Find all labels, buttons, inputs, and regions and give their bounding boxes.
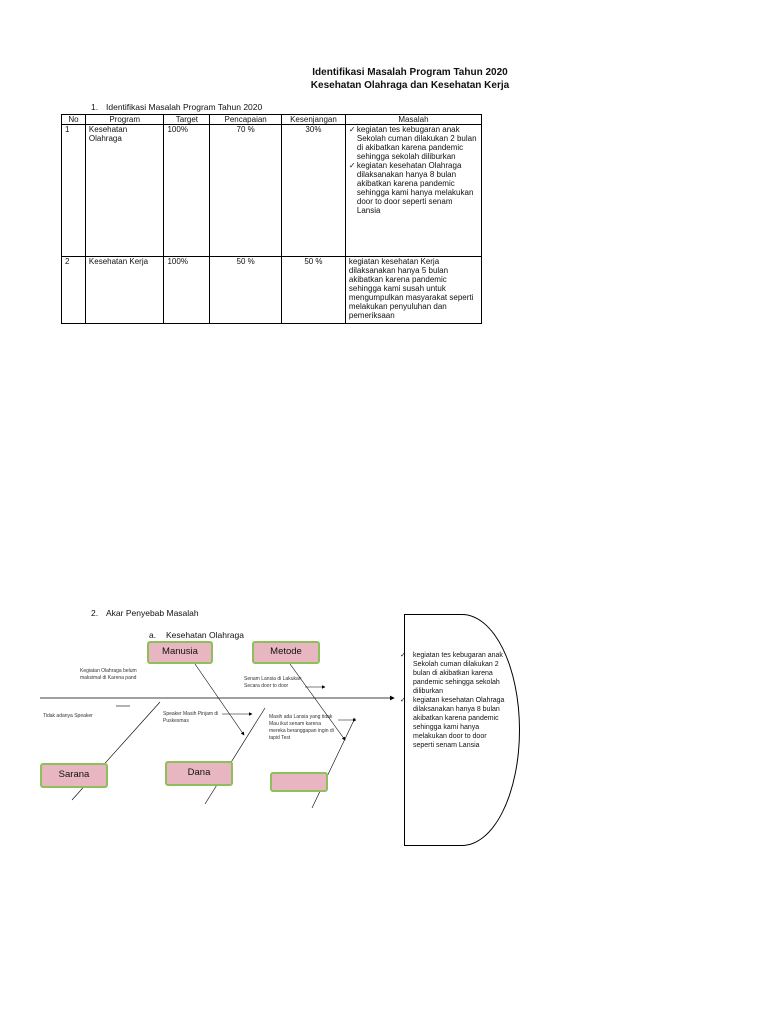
- col-header-pencapaian: Pencapaian: [210, 115, 282, 125]
- cell-kesenjangan: 50 %: [282, 257, 346, 324]
- col-header-target: Target: [164, 115, 210, 125]
- problem-item: [400, 696, 508, 750]
- subsection-number: a.: [149, 630, 157, 640]
- section-1-number: 1.: [91, 102, 99, 112]
- problem-text: kegiatan tes kebugaran anak Sekolah cuman dilakukan 2 bulan di akibatkan karena pandemic sehingga sekolah diliburkan: [413, 652, 503, 695]
- category-dana: Dana: [165, 761, 233, 786]
- category-manusia: Manusia: [147, 641, 213, 664]
- masalah-text: kegiatan kesehatan Olahraga dilaksanakan hanya 8 bulan akibatkan karena pandemic sehingga kami hanya melakukan door to door seperti senam Lansia: [356, 161, 474, 215]
- category-lingkungan: [270, 772, 328, 792]
- check-icon: ✓: [348, 125, 356, 134]
- cell-pencapaian: 50 %: [210, 257, 282, 324]
- problem-statement: [400, 651, 508, 750]
- cause-note: Masih ada Lansia yang tidak Mau ikut senam karena mereka beranggapan ingin di tapid Test: [269, 714, 334, 741]
- cell-pencapaian: 70 %: [210, 125, 282, 257]
- problem-item: [400, 651, 508, 696]
- subsection-heading: Kesehatan Olahraga: [166, 630, 244, 640]
- check-icon: ✓: [400, 697, 406, 704]
- col-header-program: Program: [85, 115, 164, 125]
- col-header-no: No: [62, 115, 86, 125]
- cell-target: 100%: [164, 125, 210, 257]
- cell-target: 100%: [164, 257, 210, 324]
- col-header-kesenjangan: Kesenjangan: [282, 115, 346, 125]
- cell-kesenjangan: 30%: [282, 125, 346, 257]
- cause-note: Kegiatan Olahraga belum maksimal di Karena pand: [80, 668, 137, 681]
- problem-text: kegiatan kesehatan Olahraga dilaksanakan hanya 8 bulan akibatkan karena pandemic sehingga kami hanya melakukan door to door seperti senam Lansia: [413, 697, 505, 749]
- page-title: Identifikasi Masalah Program Tahun 2020: [312, 67, 508, 78]
- masalah-text: kegiatan tes kebugaran anak Sekolah cuman dilakukan 2 bulan di akibatkan karena pandemic sehingga sekolah diliburkan: [356, 125, 477, 161]
- cell-no: 2: [62, 257, 86, 324]
- section-2-number: 2.: [91, 608, 99, 618]
- col-header-masalah: Masalah: [345, 115, 481, 125]
- check-icon: ✓: [400, 652, 406, 659]
- cell-masalah: kegiatan kesehatan Kerja dilaksanakan hanya 5 bulan akibatkan karena pandemic sehingga kami susah untuk mengumpulkan masyarakat seperti melakukan penyuluhan dan pemeriksaan: [345, 257, 481, 324]
- category-metode: Metode: [252, 641, 320, 664]
- page-subtitle: Kesehatan Olahraga dan Kesehatan Kerja: [310, 80, 510, 91]
- category-sarana: Sarana: [40, 763, 108, 788]
- cause-note: Speaker Masih Pinjam di Puskesmas: [163, 711, 219, 724]
- cell-no: 1: [62, 125, 86, 257]
- section-1-heading: Identifikasi Masalah Program Tahun 2020: [106, 102, 263, 112]
- cell-program: Kesehatan Kerja: [85, 257, 164, 324]
- check-icon: ✓: [348, 161, 356, 170]
- cause-note: Tidak adanya Speaker: [43, 713, 93, 719]
- cause-note: Senam Lansia di Lakukan Secara door to door: [244, 676, 302, 689]
- cell-program: Kesehatan Olahraga: [85, 125, 164, 257]
- section-2-heading: Akar Penyebab Masalah: [106, 608, 199, 618]
